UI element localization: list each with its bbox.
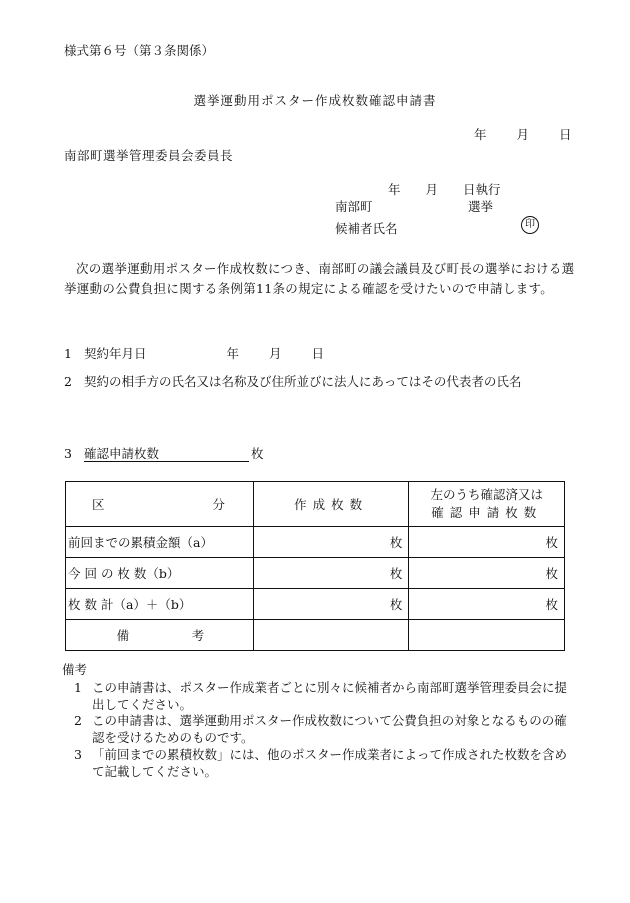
item-number: 1 [64,346,72,361]
table-row [66,527,565,558]
table-row [66,589,565,620]
application-statement: 次の選挙運動用ポスター作成枚数につき、南部町の議会議員及び町長の選挙における選挙運動の公費負担に関する条例第11条の規定による確認を受けたいので申請します。 [64,261,575,296]
poster-count-table [65,481,565,651]
row-label: 前回までの累積金額（a） [66,527,254,558]
note-text: この申請書は、選挙運動用ポスター作成枚数について公費負担の対象となるものの確認を受けるためのものです。 [92,713,567,745]
seal-icon: 印 [521,216,539,234]
note-text: 「前回までの累積枚数」には、他のポスター作成業者によって作成された枚数を含めて記載してください。 [92,747,568,779]
header-created-count: 作成枚数 [253,482,409,527]
item-number: 3 [64,446,72,461]
requested-count-label: 確認申請枚数 [84,446,249,462]
remarks-cell[interactable] [253,620,409,651]
note-number: 2 [74,713,82,728]
candidate-name-label: 候補者氏名 [335,221,398,236]
row-created-count[interactable]: 枚 [253,558,409,589]
table-row [66,558,565,589]
election-label: 選挙 [468,199,494,214]
contract-day: 日 [311,346,325,361]
item-number: 2 [64,374,72,389]
date-year: 年 [474,127,487,142]
date-day: 日 [559,127,572,142]
row-confirmed-count[interactable]: 枚 [409,589,565,620]
note-item [74,712,574,746]
row-created-count[interactable]: 枚 [253,589,409,620]
document-title: 選挙運動用ポスター作成枚数確認申請書 [193,93,437,108]
town-name: 南部町 [335,199,373,214]
contractor-item [64,372,521,390]
recipient: 南部町選挙管理委員会委員長 [64,148,234,163]
form-number: 様式第６号（第３条関係） [64,43,215,58]
note-text: この申請書は、ポスター作成業者ごとに別々に候補者から南部町選挙管理委員会に提出してください。 [92,680,568,712]
table-row-remarks [66,620,565,651]
requested-count-item [64,444,263,462]
contractor-label: 契約の相手方の氏名又は名称及び住所並びに法人にあってはその代表者の氏名 [83,374,522,389]
requested-count-unit: 枚 [250,446,264,461]
table-header-row [66,482,565,527]
row-confirmed-count[interactable]: 枚 [409,558,565,589]
note-number: 3 [74,747,82,762]
note-number: 1 [74,680,82,695]
row-created-count[interactable]: 枚 [253,527,409,558]
contract-month: 月 [268,346,282,361]
contract-date-label: 契約年月日 [83,346,147,361]
header-confirmed-count: 左のうち確認済又は 確認申請枚数 [409,482,565,527]
note-item [74,746,574,780]
remarks-cell[interactable] [409,620,565,651]
contract-year: 年 [226,346,239,361]
note-item [74,679,574,713]
contract-date-item [64,344,324,362]
row-confirmed-count[interactable]: 枚 [409,527,565,558]
application-date [474,125,572,143]
row-label: 今 回 の 枚 数（b） [66,558,254,589]
notes-title: 備考 [62,662,88,677]
header-category: 区 分 [66,482,254,527]
date-month: 月 [516,127,530,142]
election-date: 年 月 日執行 [388,182,501,197]
row-label: 枚 数 計（a）＋（b） [66,589,254,620]
remarks-label: 備 考 [66,620,254,651]
